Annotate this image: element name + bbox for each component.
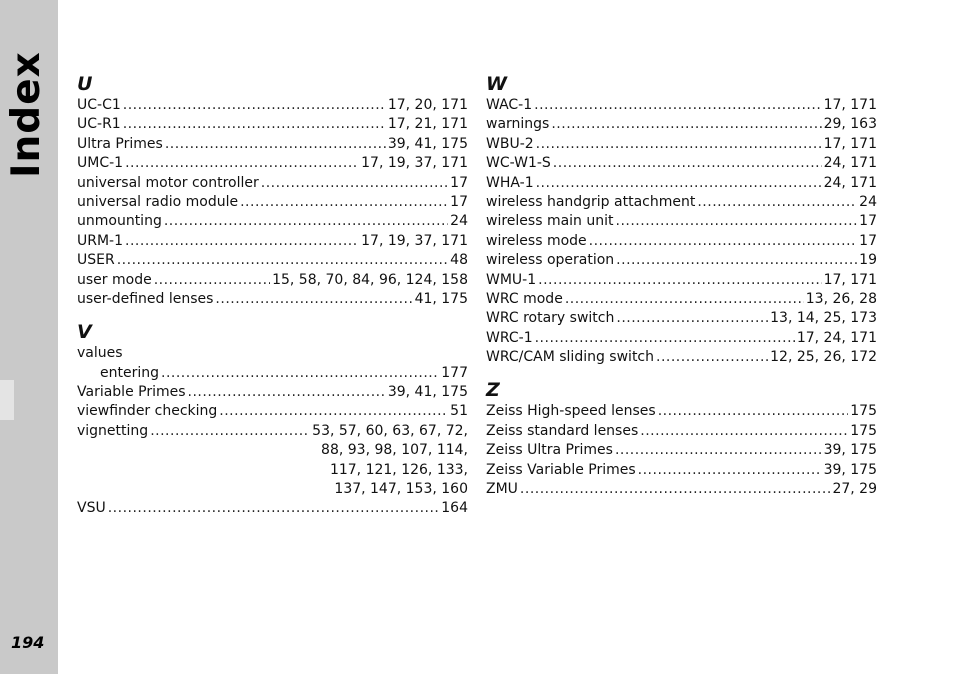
- leader-dots: [123, 96, 386, 115]
- leader-dots: [164, 212, 448, 231]
- index-entry-term: Zeiss Ultra Primes: [486, 442, 613, 459]
- index-entry-term: user mode: [77, 271, 152, 288]
- index-entry-pages: 175: [850, 403, 877, 420]
- index-entry-term: universal radio module: [77, 193, 239, 210]
- index-entry: [486, 480, 877, 499]
- index-entry-pages: 177: [441, 364, 468, 381]
- leader-dots: [615, 441, 822, 460]
- index-entry: [77, 115, 468, 134]
- leader-dots: [616, 212, 858, 231]
- leader-dots: [658, 402, 849, 421]
- index-entry-pages: 13, 14, 25, 173: [770, 310, 877, 327]
- index-entry-pages: 17, 171: [823, 135, 877, 152]
- index-entry-term: WC-W1-S: [486, 155, 551, 172]
- index-entry-pages: 24: [859, 193, 877, 210]
- index-entry: [486, 461, 877, 480]
- index-entry: [486, 212, 877, 231]
- index-entry-term: WRC rotary switch: [486, 310, 615, 327]
- index-entry-pages: 39, 175: [823, 442, 877, 459]
- leader-dots: [240, 193, 448, 212]
- index-entry: [77, 212, 468, 231]
- index-entry-pages: 39, 175: [823, 461, 877, 478]
- section-letter-z: Z: [486, 379, 500, 402]
- index-entry-pages: 17, 20, 171: [387, 97, 468, 113]
- section-letter-w: W: [486, 73, 507, 95]
- index-entry: [486, 96, 877, 115]
- index-entry-pages: 53, 57, 60, 63, 67, 72,: [312, 422, 468, 439]
- index-entry-pages: 19: [859, 252, 877, 269]
- index-entry-pages: 17: [450, 193, 468, 210]
- index-entry: [486, 154, 877, 173]
- index-entry: [77, 135, 468, 154]
- index-entry-term: WRC/CAM sliding switch: [486, 349, 654, 366]
- index-entry-term: vignetting: [77, 422, 149, 439]
- leader-dots: [108, 499, 440, 518]
- section-z-entries: [486, 402, 877, 499]
- index-entry-pages: 17, 19, 37, 171: [361, 232, 468, 249]
- index-entry-term: WRC mode: [486, 290, 563, 307]
- index-entry-pages: 17: [859, 232, 877, 249]
- leader-dots: [656, 348, 768, 367]
- index-entry: [486, 309, 877, 328]
- leader-dots: [616, 251, 857, 270]
- index-entry: [77, 174, 468, 193]
- index-entry: [77, 232, 468, 251]
- section-u-entries: [77, 96, 468, 309]
- index-entry-pages: 17: [859, 213, 877, 230]
- index-entry-pages: 27, 29: [832, 481, 877, 498]
- index-entry-pages: 29, 163: [823, 116, 877, 133]
- section-w-entries: [486, 96, 877, 367]
- index-entry: [77, 154, 468, 173]
- index-entry-term: wireless mode: [486, 232, 587, 249]
- index-entry-term: unmounting: [77, 213, 162, 230]
- index-entry-term: wireless main unit: [486, 213, 614, 230]
- index-entry-pages: 24: [450, 213, 468, 230]
- index-entry-term: URM-1: [77, 232, 124, 249]
- index-entry-term: WMU-1: [486, 271, 537, 288]
- leader-dots: [125, 154, 359, 173]
- leader-dots: [553, 154, 822, 173]
- leader-dots: [215, 290, 412, 309]
- leader-dots: [520, 480, 831, 499]
- index-entry-term: USER: [77, 252, 115, 269]
- index-entry: [486, 348, 877, 367]
- index-entry: [486, 251, 877, 270]
- index-entry-pages: 17, 19, 37, 171: [361, 155, 468, 172]
- leader-dots: [697, 193, 857, 212]
- leader-dots: [261, 174, 448, 193]
- leader-dots: [125, 232, 359, 251]
- index-entry-term: UC-C1: [77, 97, 121, 113]
- index-entry-pages: 17, 24, 171: [796, 329, 877, 346]
- leader-dots: [589, 232, 858, 251]
- index-column-left: [77, 73, 468, 519]
- leader-dots: [534, 96, 821, 115]
- index-entry-pages: 41, 175: [414, 290, 468, 307]
- leader-dots: [616, 309, 768, 328]
- index-entry: [486, 115, 877, 134]
- leader-dots: [551, 115, 821, 134]
- index-entry-term: UMC-1: [77, 155, 124, 172]
- index-entry-term: Zeiss High-speed lenses: [486, 403, 656, 420]
- index-entry-pages: 17: [450, 174, 468, 191]
- index-entry-term: WRC-1: [486, 329, 533, 346]
- index-entry: [77, 251, 468, 270]
- index-entry-pages: 39, 41, 175: [387, 384, 468, 401]
- index-entry: [486, 135, 877, 154]
- index-entry-term: universal motor controller: [77, 174, 259, 191]
- index-entry: [486, 174, 877, 193]
- index-entry-term: warnings: [486, 116, 550, 133]
- index-entry: [77, 383, 468, 402]
- index-entry: [486, 232, 877, 251]
- index-entry: [77, 402, 468, 421]
- index-entry-pages: 175: [850, 422, 877, 439]
- leader-dots: [188, 383, 386, 402]
- index-entry-pages: 12, 25, 26, 172: [770, 349, 877, 366]
- index-entry-term: Zeiss standard lenses: [486, 422, 639, 439]
- index-entry-term: Ultra Primes: [77, 135, 163, 152]
- leader-dots: [536, 174, 822, 193]
- index-entry-pages-continued: 117, 121, 126, 133,: [329, 461, 468, 478]
- leader-dots: [536, 135, 822, 154]
- index-entry: [486, 193, 877, 212]
- leader-dots: [535, 329, 795, 348]
- index-entry: [486, 441, 877, 460]
- index-entry: [77, 364, 468, 383]
- index-entry-term: WBU-2: [486, 135, 534, 152]
- index-column-right: [486, 73, 877, 499]
- sidebar-title: Index: [4, 51, 49, 178]
- leader-dots: [117, 251, 448, 270]
- index-entry-term: WAC-1: [486, 97, 533, 113]
- index-entry: [486, 290, 877, 309]
- index-entry-term: entering: [100, 364, 159, 381]
- index-entry-term: WHA-1: [486, 174, 534, 191]
- index-entry-term: Variable Primes: [77, 384, 186, 401]
- index-entry-pages: 24, 171: [823, 155, 877, 172]
- section-letter-u: U: [77, 73, 93, 95]
- leader-dots: [154, 271, 270, 290]
- sidebar: [0, 0, 58, 674]
- index-entry-term: UC-R1: [77, 116, 121, 133]
- leader-dots: [161, 364, 439, 383]
- leader-dots: [150, 422, 310, 441]
- index-entry-pages: 39, 41, 175: [387, 135, 468, 152]
- index-entry: [77, 499, 468, 518]
- index-entry-term: user-defined lenses: [77, 290, 214, 307]
- index-entry-pages: 17, 171: [823, 97, 877, 113]
- index-entry-pages: 24, 171: [823, 174, 877, 191]
- index-entry-pages: 164: [441, 500, 468, 517]
- leader-dots: [640, 422, 848, 441]
- leader-dots: [565, 290, 804, 309]
- index-entry-term: ZMU: [486, 481, 518, 498]
- index-entry: [486, 271, 877, 290]
- leader-dots: [123, 115, 386, 134]
- index-entry: [77, 193, 468, 212]
- page-number: 194: [11, 633, 45, 652]
- index-entry: [77, 96, 468, 115]
- index-entry: [486, 402, 877, 421]
- index-entry-term: values: [77, 345, 123, 362]
- leader-dots: [219, 402, 448, 421]
- leader-dots: [538, 271, 821, 290]
- index-entry: [486, 422, 877, 441]
- index-entry: [77, 422, 468, 441]
- index-entry-pages: 15, 58, 70, 84, 96, 124, 158: [272, 271, 468, 288]
- leader-dots: [165, 135, 386, 154]
- leader-dots: [638, 461, 822, 480]
- index-entry: [77, 271, 468, 290]
- index-entry-term: Zeiss Variable Primes: [486, 461, 636, 478]
- index-entry-pages-continued: 137, 147, 153, 160: [334, 481, 468, 498]
- index-entry-pages: 13, 26, 28: [805, 290, 877, 307]
- index-entry-pages-continued: 88, 93, 98, 107, 114,: [321, 442, 468, 459]
- index-entry-pages: 17, 171: [823, 271, 877, 288]
- index-entry-term: VSU: [77, 500, 106, 517]
- index-entry-term: viewfinder checking: [77, 403, 218, 420]
- index-entry-pages: 48: [450, 252, 468, 269]
- index-entry-term: wireless handgrip attachment: [486, 193, 696, 210]
- index-entry: [486, 329, 877, 348]
- section-letter-v: V: [77, 321, 92, 344]
- index-entry-pages: 17, 21, 171: [387, 116, 468, 133]
- index-entry-pages: 51: [450, 403, 468, 420]
- index-entry: [77, 290, 468, 309]
- sidebar-tab-marker: [0, 380, 14, 420]
- index-entry-term: wireless operation: [486, 252, 615, 269]
